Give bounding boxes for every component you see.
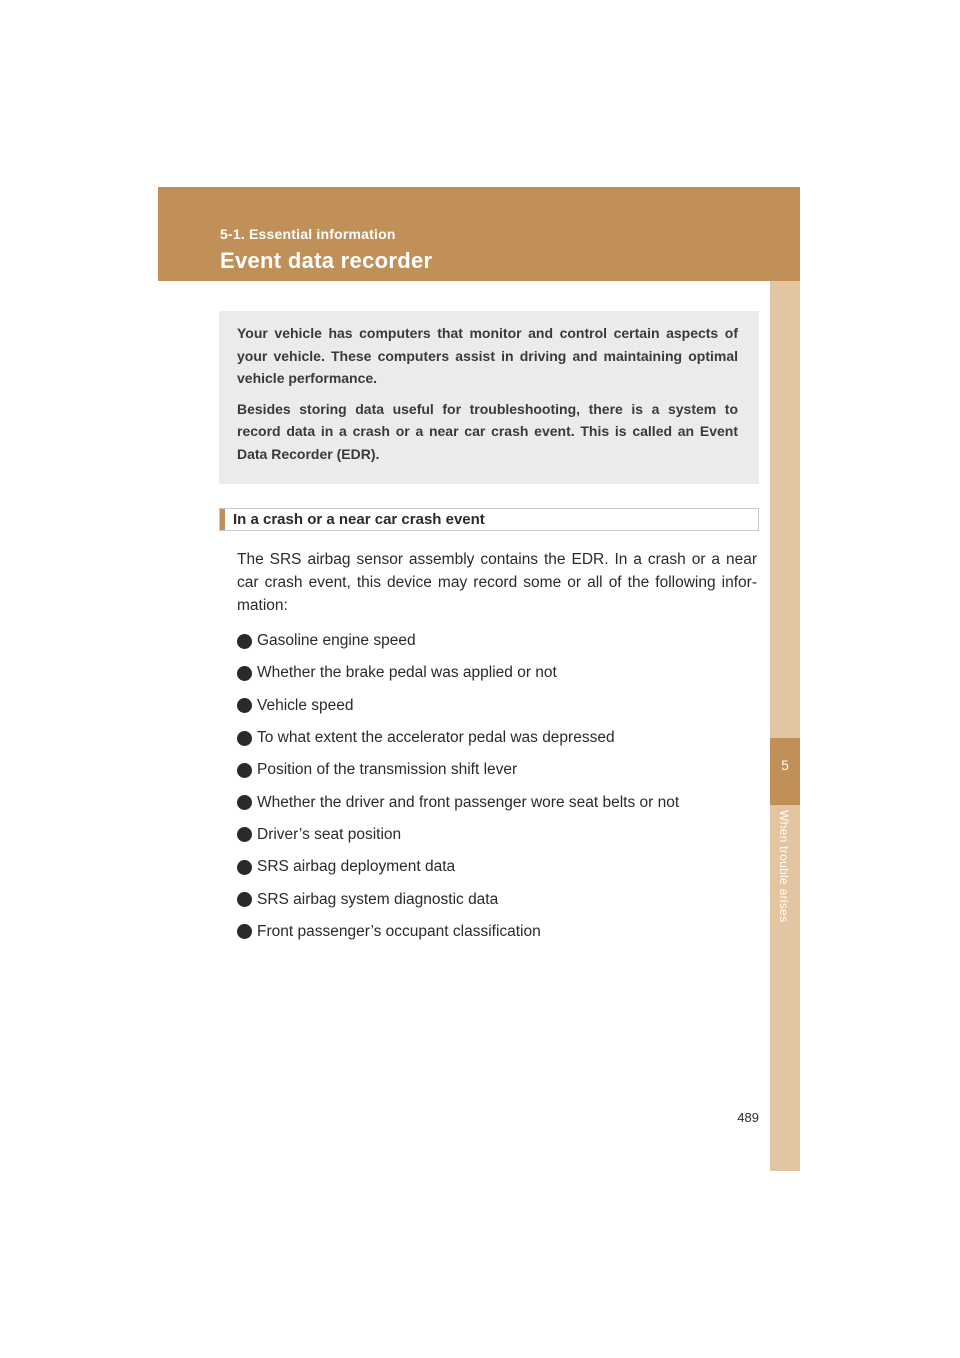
intro-paragraph-1: Your vehicle has computers that monitor and control certain aspects of your vehicle. These computers assist in driving and maintaining optimal vehicle performance. [237,325,738,386]
bullet-icon [237,698,252,713]
heading-accent-bar [220,509,225,530]
page-title: Event data recorder [220,248,433,273]
list-item [237,690,762,722]
bullet-icon [237,634,252,649]
list-item-text: Position of the transmission shift lever [257,761,518,779]
bullet-icon [237,666,252,681]
intro-box [219,311,759,484]
section-body: The SRS airbag sensor assembly contains the EDR. In a crash or a near car crash event, this device may record some or all of the following infor-mation: [237,551,757,614]
section-heading [219,508,759,531]
list-item [237,883,762,915]
list-item-text: Gasoline engine speed [257,632,416,650]
recorded-data-list [237,625,762,948]
list-item [237,786,762,818]
intro-paragraph-2: Besides storing data useful for troubleshooting, there is a system to record data in a crash or a near car crash event. This is called an Event Data Recorder (EDR). [237,400,738,462]
list-item [237,819,762,851]
list-item [237,916,762,948]
section-label: 5-1. Essential information [220,226,396,242]
list-item [237,754,762,786]
list-item-text: To what extent the accelerator pedal was depressed [257,729,615,747]
list-item [237,722,762,754]
bullet-icon [237,731,252,746]
list-item [237,625,762,657]
side-strip [770,281,800,1171]
bullet-icon [237,795,252,810]
bullet-icon [237,892,252,907]
bullet-icon [237,924,252,939]
list-item-text: Front passenger’s occupant classification [257,922,541,940]
list-item-text: Vehicle speed [257,696,354,714]
list-item-text: SRS airbag deployment data [257,858,456,876]
chapter-number: 5 [781,757,789,773]
list-item-text: Whether the brake pedal was applied or not [257,664,557,682]
list-item-text: SRS airbag system diagnostic data [257,890,499,908]
page-number: 489 [737,1110,759,1125]
list-item-text: Whether the driver and front passenger wore seat belts or not [257,793,680,811]
bullet-icon [237,860,252,875]
chapter-caption: When trouble arises [777,810,791,923]
section-heading-text: In a crash or a near car crash event [233,511,485,528]
bullet-icon [237,763,252,778]
bullet-icon [237,827,252,842]
list-item-text: Driver’s seat position [257,825,402,843]
list-item [237,657,762,689]
list-item [237,851,762,883]
